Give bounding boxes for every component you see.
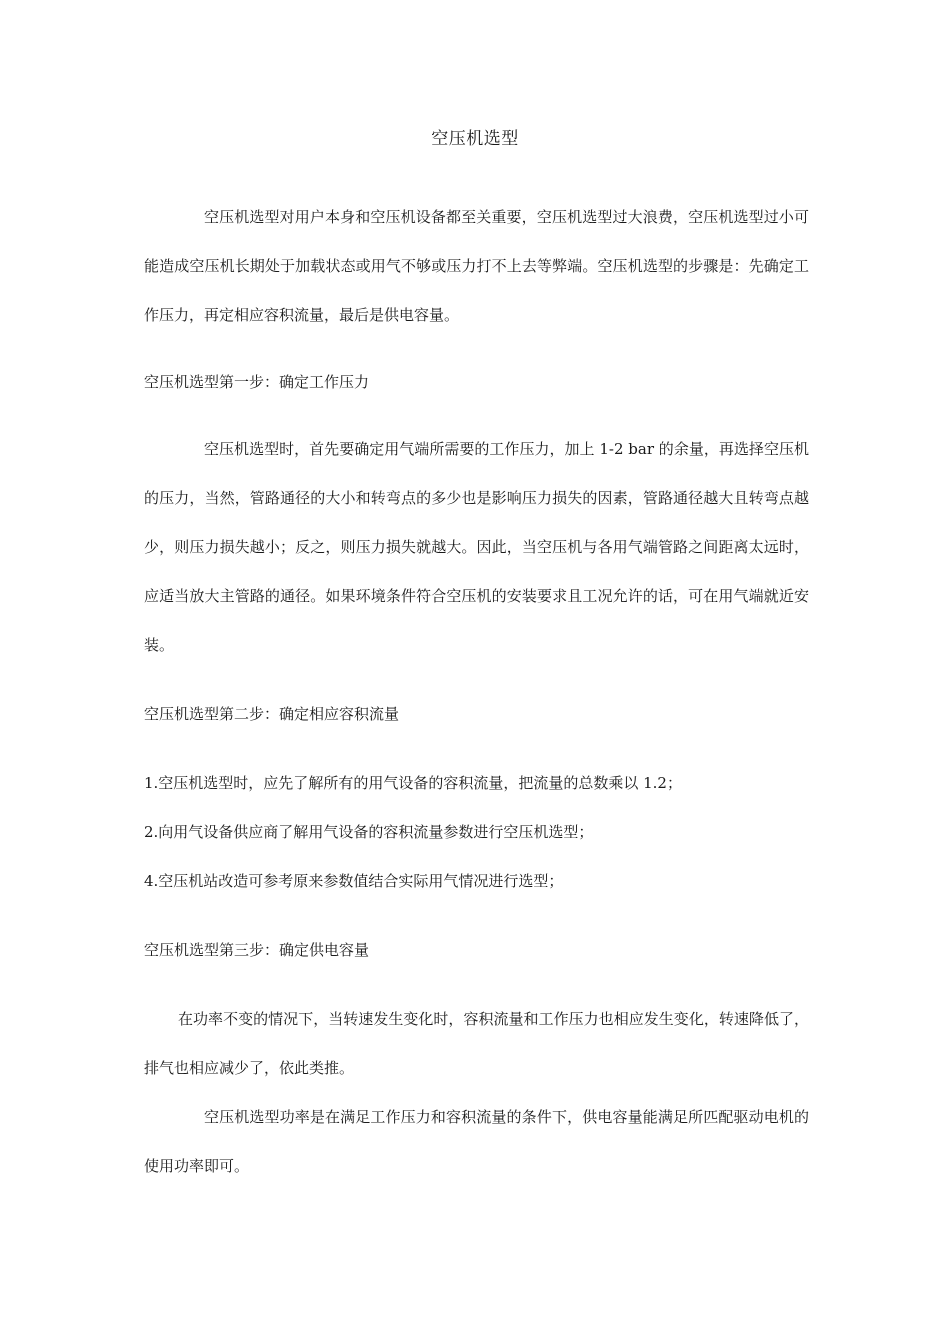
spacer xyxy=(144,739,809,759)
step2-heading: 空压机选型第二步：确定相应容积流量 xyxy=(144,705,400,723)
step1-paragraph: 空压机选型时，首先要确定用气端所需要的工作压力，加上 1-2 bar 的余量，再选择空压机的压力，当然，管路通径的大小和转弯点的多少也是影响压力损失的因素，管路通径越大且转弯点越少，则压力损失越小；反之，则压力损失就越大。因此，当空压机与各用气端管路之间距离太远时，应适当放大主管路的通径。如果环境条件符合空压机的安装要求且工况允许的话，可在用气端就近安装。 xyxy=(144,440,809,654)
spacer xyxy=(144,906,809,926)
step3-heading: 空压机选型第三步：确定供电容量 xyxy=(144,941,370,959)
step3-paragraph-2: 空压机选型功率是在满足工作压力和容积流量的条件下，供电容量能满足所匹配驱动电机的使用功率即可。 xyxy=(144,1108,809,1175)
step2-list-item: 1.空压机选型时，应先了解所有的用气设备的容积流量，把流量的总数乘以 1.2； xyxy=(144,774,682,792)
step3-paragraph-1: 在功率不变的情况下，当转速发生变化时，容积流量和工作压力也相应发生变化，转速降低了，排气也相应减少了，依此类推。 xyxy=(144,1010,809,1077)
spacer xyxy=(144,670,809,690)
document-title: 空压机选型 xyxy=(431,129,519,149)
intro-paragraph: 空压机选型对用户本身和空压机设备都至关重要，空压机选型过大浪费，空压机选型过小可能造成空压机长期处于加载状态或用气不够或压力打不上去等弊端。空压机选型的步骤是：先确定工作压力，再定相应容积流量，最后是供电容量。 xyxy=(144,208,809,324)
step1-heading: 空压机选型第一步：确定工作压力 xyxy=(144,373,370,391)
spacer xyxy=(144,407,809,425)
spacer xyxy=(144,340,809,358)
document-body xyxy=(144,193,809,1191)
step2-list-item: 4.空压机站改造可参考原来参数值结合实际用气情况进行选型； xyxy=(144,872,564,890)
step2-list-item: 2.向用气设备供应商了解用气设备的容积流量参数进行空压机选型； xyxy=(144,823,594,841)
spacer xyxy=(144,975,809,995)
